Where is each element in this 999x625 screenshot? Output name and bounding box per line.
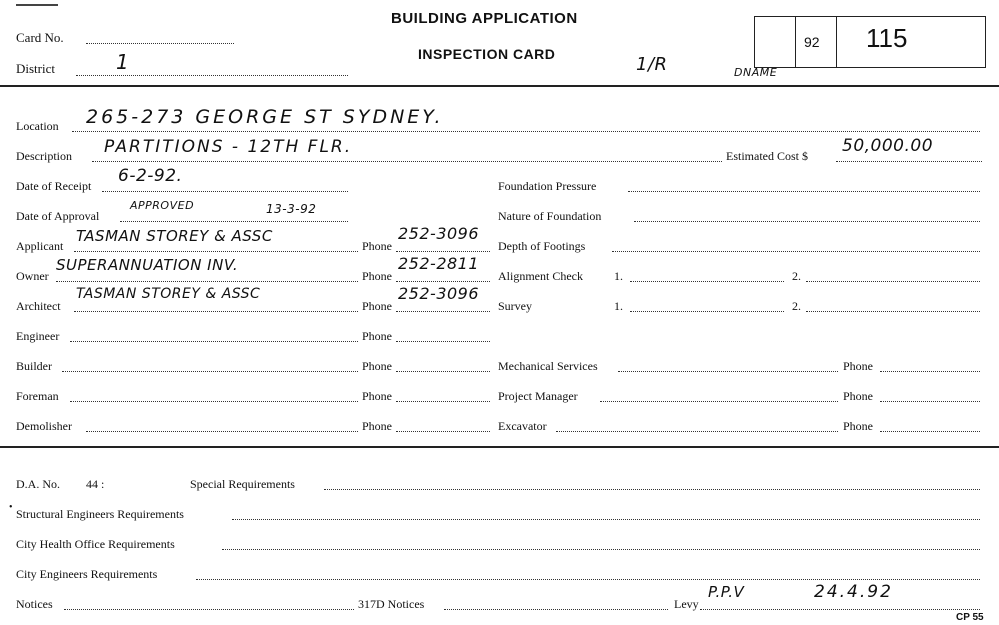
engineer-phone-line [396, 341, 490, 342]
structural-line [232, 519, 980, 520]
builder-label: Builder [16, 359, 52, 373]
applicant-phone-label: Phone [362, 239, 392, 253]
owner-value: SUPERANNUATION INV. [56, 256, 239, 274]
date-approval-line [120, 221, 348, 222]
alignment-line2 [806, 281, 980, 282]
location-value: 265-273 GEORGE ST SYDNEY. [86, 106, 444, 128]
architect-phone-line [396, 311, 490, 312]
survey-label: Survey [498, 299, 532, 313]
levy-label: Levy [674, 597, 699, 611]
location-line [72, 131, 980, 132]
engineer-label: Engineer [16, 329, 60, 343]
architect-label: Architect [16, 299, 61, 313]
project-manager-phone-label: Phone [843, 389, 873, 403]
depth-footings-label: Depth of Footings [498, 239, 586, 253]
foreman-phone-line [396, 401, 490, 402]
builder-phone-line [396, 371, 490, 372]
builder-phone-label: Phone [362, 359, 392, 373]
title-line2: INSPECTION CARD [418, 46, 556, 62]
handwritten-note: DNAME [734, 66, 778, 79]
survey-num1: 1. [614, 299, 623, 313]
owner-label: Owner [16, 269, 49, 283]
nature-foundation-label: Nature of Foundation [498, 209, 602, 223]
city-engineers-line [196, 579, 980, 580]
project-manager-label: Project Manager [498, 389, 578, 403]
box-divider-1 [795, 17, 796, 67]
notices-317d-line [444, 609, 668, 610]
description-line [92, 161, 722, 162]
survey-line2 [806, 311, 980, 312]
city-engineers-label: City Engineers Requirements [16, 567, 158, 581]
health-line [222, 549, 980, 550]
description-label: Description [16, 149, 72, 163]
date-approval-label: Date of Approval [16, 209, 100, 223]
date-approval-value: APPROVED [130, 199, 195, 212]
foundation-pressure-label: Foundation Pressure [498, 179, 597, 193]
top-rule [0, 85, 999, 87]
date-approval-date: 13-3-92 [266, 202, 317, 216]
excavator-phone-line [880, 431, 980, 432]
survey-line1 [630, 311, 784, 312]
foreman-label: Foreman [16, 389, 59, 403]
mechanical-phone-line [880, 371, 980, 372]
da-value: 44 : [86, 477, 105, 491]
alignment-line1 [630, 281, 784, 282]
card-no-line [86, 43, 234, 44]
health-label: City Health Office Requirements [16, 537, 175, 551]
demolisher-phone-label: Phone [362, 419, 392, 433]
title-line1: BUILDING APPLICATION [391, 10, 578, 27]
number-value: 115 [866, 23, 908, 53]
levy-line [700, 609, 980, 610]
mechanical-phone-label: Phone [843, 359, 873, 373]
demolisher-label: Demolisher [16, 419, 72, 433]
applicant-label: Applicant [16, 239, 64, 253]
mechanical-line [618, 371, 838, 372]
mechanical-label: Mechanical Services [498, 359, 598, 373]
owner-phone-line [396, 281, 490, 282]
survey-num2: 2. [792, 299, 801, 313]
scribble-mark [16, 4, 58, 6]
excavator-label: Excavator [498, 419, 547, 433]
engineer-phone-label: Phone [362, 329, 392, 343]
date-receipt-line [102, 191, 348, 192]
engineer-line [70, 341, 358, 342]
notices-label: Notices [16, 597, 53, 611]
alignment-check-label: Alignment Check [498, 269, 583, 283]
estimated-cost-value: 50,000.00 [842, 136, 934, 156]
levy-date: 24.4.92 [814, 582, 893, 602]
alignment-num1: 1. [614, 269, 623, 283]
district-value: 1 [116, 50, 130, 74]
architect-line [74, 311, 358, 312]
da-label: D.A. No. [16, 477, 60, 491]
bullet-mark: • [9, 502, 13, 513]
middle-rule [0, 446, 999, 448]
owner-line [56, 281, 358, 282]
form-code: CP 55 [956, 612, 984, 623]
alignment-num2: 2. [792, 269, 801, 283]
architect-value: TASMAN STOREY & ASSC [76, 286, 261, 302]
year-value: 92 [804, 34, 820, 50]
district-label: District [16, 61, 55, 76]
notices-line [64, 609, 354, 610]
notices-317d-label: 317D Notices [358, 597, 425, 611]
location-label: Location [16, 119, 59, 133]
foundation-pressure-line [628, 191, 980, 192]
description-value: PARTITIONS - 12TH FLR. [104, 137, 353, 157]
project-manager-line [600, 401, 838, 402]
applicant-phone-value: 252-3096 [398, 224, 480, 243]
special-requirements-line [324, 489, 980, 490]
applicant-phone-line [396, 251, 490, 252]
builder-line [62, 371, 358, 372]
levy-value: P.P.V [708, 583, 745, 601]
excavator-phone-label: Phone [843, 419, 873, 433]
date-receipt-label: Date of Receipt [16, 179, 92, 193]
owner-phone-value: 252-2811 [398, 254, 480, 273]
box-divider-2 [836, 17, 837, 67]
applicant-line [74, 251, 358, 252]
foreman-phone-label: Phone [362, 389, 392, 403]
estimated-cost-line [836, 161, 982, 162]
depth-footings-line [612, 251, 980, 252]
demolisher-phone-line [396, 431, 490, 432]
foreman-line [70, 401, 358, 402]
structural-label: Structural Engineers Requirements [16, 507, 184, 521]
estimated-cost-label: Estimated Cost $ [726, 149, 808, 163]
handwritten-mark: 1/R [636, 54, 668, 75]
card-no-label: Card No. [16, 30, 64, 45]
demolisher-line [86, 431, 358, 432]
special-requirements-label: Special Requirements [190, 477, 295, 491]
applicant-value: TASMAN STOREY & ASSC [76, 227, 273, 245]
date-receipt-value: 6-2-92. [118, 166, 183, 186]
architect-phone-label: Phone [362, 299, 392, 313]
owner-phone-label: Phone [362, 269, 392, 283]
excavator-line [556, 431, 838, 432]
district-line [76, 75, 348, 76]
nature-foundation-line [634, 221, 980, 222]
project-manager-phone-line [880, 401, 980, 402]
architect-phone-value: 252-3096 [398, 284, 480, 303]
